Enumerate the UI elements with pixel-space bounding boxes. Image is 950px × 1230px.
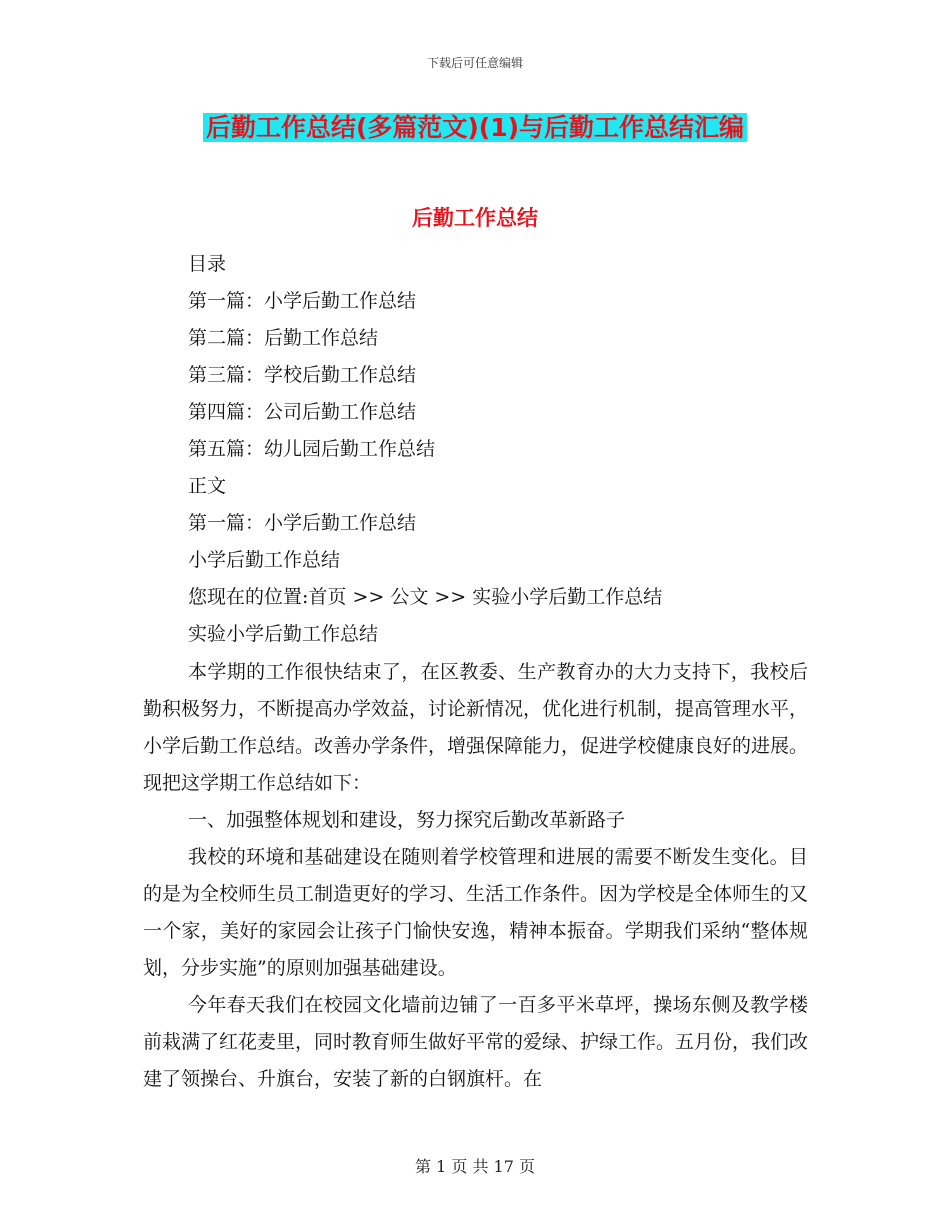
table-of-contents <box>188 246 828 653</box>
toc-line: 第五篇：幼儿园后勤工作总结 <box>188 438 436 460</box>
paragraph: 本学期的工作很快结束了，在区教委、生产教育办的大力支持下，我校后勤积极努力，不断提高办学效益，讨论新情况，优化进行机制，提高管理水平，小学后勤工作总结。改善办学条件，增强保障能力，促进学校健康良好的进展。现把这学期工作总结如下： <box>143 661 809 794</box>
paragraph-heading: 一、加强整体规划和建设，努力探究后勤改革新路子 <box>188 809 626 831</box>
toc-line: 小学后勤工作总结 <box>188 549 341 571</box>
toc-line: 目录 <box>188 253 227 275</box>
toc-line: 您现在的位置:首页 >> 公文 >> 实验小学后勤工作总结 <box>188 586 663 608</box>
toc-line: 第一篇：小学后勤工作总结 <box>188 290 417 312</box>
section-title: 后勤工作总结 <box>412 206 538 230</box>
toc-line: 第一篇：小学后勤工作总结 <box>188 512 417 534</box>
toc-line: 第四篇：公司后勤工作总结 <box>188 401 417 423</box>
toc-line: 第二篇：后勤工作总结 <box>188 327 379 349</box>
header-note: 下载后可任意编辑 <box>426 56 523 70</box>
paragraph: 我校的环境和基础建设在随则着学校管理和进展的需要不断发生变化。目的是为全校师生员工制造更好的学习、生活工作条件。因为学校是全体师生的又一个家，美好的家园会让孩子门愉快安逸，精神本振奋。学期我们采纳“整体规划，分步实施”的原则加强基础建设。 <box>143 846 809 979</box>
document-title-text: 后勤工作总结(多篇范文)(1)与后勤工作总结汇编 <box>203 113 747 142</box>
document-title <box>0 111 950 145</box>
paragraph: 今年春天我们在校园文化墙前边铺了一百多平米草坪，操场东侧及教学楼前栽满了红花麦里，同时教育师生做好平常的爱绿、护绿工作。五月份，我们改建了领操台、升旗台，安装了新的白钢旗杆。在 <box>143 994 809 1090</box>
toc-line: 实验小学后勤工作总结 <box>188 623 379 645</box>
toc-line: 第三篇：学校后勤工作总结 <box>188 364 417 386</box>
page-footer: 第 1 页 共 17 页 <box>415 1157 535 1176</box>
document-body <box>143 654 808 1098</box>
toc-line: 正文 <box>188 475 227 497</box>
